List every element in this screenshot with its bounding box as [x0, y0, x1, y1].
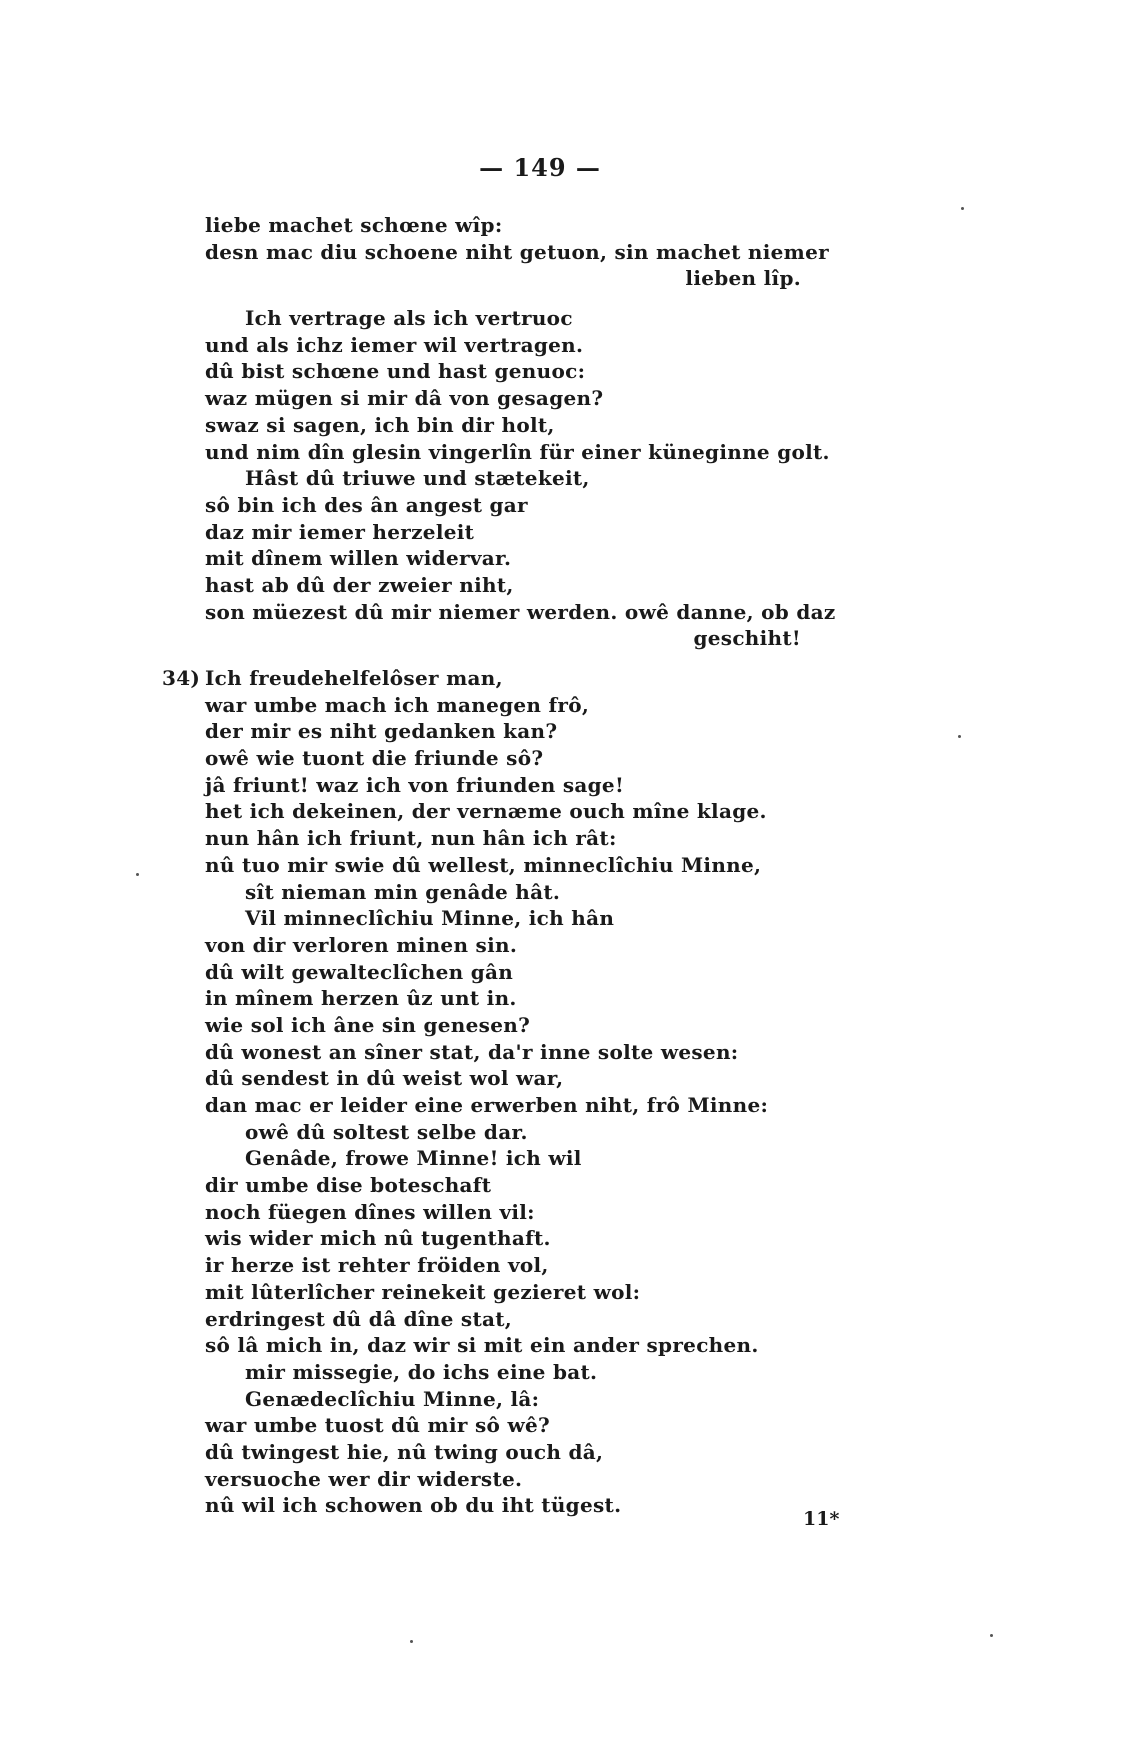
poem-line: jâ friunt! waz ich von friunden sage!	[205, 772, 625, 797]
poem-line: war umbe mach ich manegen frô,	[205, 692, 590, 717]
scan-speck	[410, 1640, 413, 1643]
poem-line: dû twingest hie, nû twing ouch dâ,	[205, 1439, 604, 1464]
poem-line: mir missegie, do ichs eine bat.	[245, 1359, 598, 1384]
stanza-number: 34)	[162, 666, 201, 690]
page-number: — 149 —	[479, 153, 601, 182]
poem-line-continuation: geschiht!	[693, 626, 801, 651]
poem-line: ir herze ist rehter fröiden vol,	[205, 1253, 549, 1278]
poem-line: owê wie tuont die friunde sô?	[205, 746, 544, 771]
poem-line: daz mir iemer herzeleit	[205, 519, 475, 544]
poem-line: von dir verloren minen sin.	[205, 932, 518, 957]
poem-line: het ich dekeinen, der vernæme ouch mîne klage.	[205, 799, 767, 824]
poem-line: son müezest dû mir niemer werden. owê danne, ob daz	[205, 599, 836, 624]
poem-line: hast ab dû der zweier niht,	[205, 572, 514, 597]
scan-speck	[136, 873, 139, 876]
poem-line: und als ichz iemer wil vertragen.	[205, 332, 584, 357]
poem-line: sît nieman min genâde hât.	[245, 879, 561, 904]
poem-line: Vil minneclîchiu Minne, ich hân	[245, 906, 615, 931]
poem-line: waz mügen si mir dâ von gesagen?	[205, 386, 604, 411]
poem-line: dû bist schœne und hast genuoc:	[205, 359, 586, 384]
poem-line: liebe machet schœne wîp:	[205, 213, 503, 237]
poem-line: noch füegen dînes willen vil:	[205, 1199, 535, 1224]
poem-line: dû wonest an sîner stat, da'r inne solte wesen:	[205, 1039, 739, 1064]
poem-line: nû tuo mir swie dû wellest, minneclîchiu Minne,	[205, 852, 762, 877]
poem-line-continuation: lieben lîp.	[685, 266, 801, 291]
poem-line: und nim dîn glesin vingerlîn für einer küneginne golt.	[205, 439, 830, 464]
scan-speck	[961, 207, 964, 210]
poem-line: sô bin ich des ân angest gar	[205, 492, 528, 517]
poem-line: wie sol ich âne sin genesen?	[205, 1012, 531, 1037]
signature-mark: 11*	[803, 1508, 840, 1530]
poem-line: swaz si sagen, ich bin dir holt,	[205, 412, 555, 437]
poem-line: dû sendest in dû weist wol war,	[205, 1066, 564, 1091]
poem-line: desn mac diu schoene niht getuon, sin machet niemer	[205, 239, 829, 264]
poem-line: wis wider mich nû tugenthaft.	[205, 1226, 551, 1251]
poem-line: war umbe tuost dû mir sô wê?	[205, 1413, 551, 1438]
poem-line: Hâst dû triuwe und stætekeit,	[245, 466, 590, 491]
poem-line: mit lûterlîcher reinekeit gezieret wol:	[205, 1279, 641, 1304]
poem-line: versuoche wer dir widerste.	[205, 1466, 523, 1491]
poem-line: dan mac er leider eine erwerben niht, frô Minne:	[205, 1093, 769, 1117]
poem-line: dir umbe dise boteschaft	[205, 1173, 492, 1198]
poem-line: nun hân ich friunt, nun hân ich rât:	[205, 826, 617, 851]
poem-line: in mînem herzen ûz unt in.	[205, 986, 517, 1011]
poem-line: erdringest dû dâ dîne stat,	[205, 1306, 513, 1331]
poem-text	[0, 212, 1140, 1519]
poem-line: sô lâ mich in, daz wir si mit ein ander sprechen.	[205, 1333, 759, 1358]
poem-line: der mir es niht gedanken kan?	[205, 719, 558, 744]
poem-line: mit dînem willen widervar.	[205, 546, 512, 571]
poem-line: Genâde, frowe Minne! ich wil	[245, 1146, 582, 1171]
scan-speck	[958, 735, 961, 738]
poem-line: dû wilt gewalteclîchen gân	[205, 959, 514, 984]
poem-line: Genædeclîchiu Minne, lâ:	[245, 1386, 540, 1411]
poem-line: nû wil ich schowen ob du iht tügest.	[205, 1493, 622, 1518]
scan-speck	[990, 1634, 993, 1637]
poem-line: 34) Ich freudehelfelôser man,	[162, 666, 503, 690]
poem-line: Ich vertrage als ich vertruoc	[245, 306, 573, 331]
poem-line: owê dû soltest selbe dar.	[245, 1119, 528, 1144]
